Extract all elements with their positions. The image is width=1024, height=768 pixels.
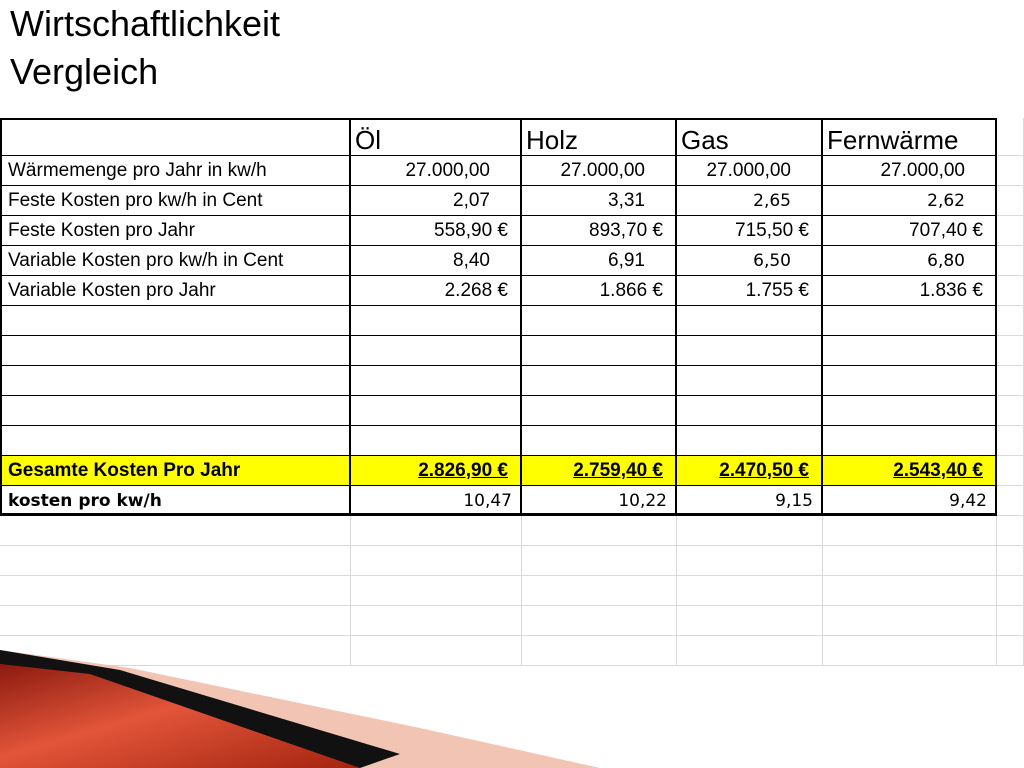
value-cell: 1.836 € [823,276,997,306]
value-cell: 893,70 € [522,216,677,246]
grid-cell [997,456,1024,486]
row-label: Feste Kosten pro kw/h in Cent [0,186,351,216]
value-cell: 1.866 € [522,276,677,306]
empty-row [0,306,1024,336]
grid-cell [997,156,1024,186]
empty-cell [522,336,677,366]
row-label: Variable Kosten pro kw/h in Cent [0,246,351,276]
value-cell: 27.000,00 [522,156,677,186]
value-cell: 27.000,00 [351,156,522,186]
header-oel: Öl [351,118,522,156]
grid-cell [677,576,823,606]
table-row [0,156,1024,186]
grid-row [0,576,1024,606]
value-cell: 715,50 € [677,216,823,246]
per-kwh-value: 9,15 [677,486,823,516]
empty-row [0,426,1024,456]
empty-cell [351,306,522,336]
grid-cell [997,576,1024,606]
value-cell: 2,07 [351,186,522,216]
empty-cell [677,306,823,336]
value-cell: 3,31 [522,186,677,216]
empty-cell [677,336,823,366]
value-cell: 2.268 € [351,276,522,306]
grid-cell [351,576,522,606]
value-cell: 707,40 € [823,216,997,246]
value-cell: 8,40 [351,246,522,276]
empty-cell [0,396,351,426]
grid-cell [997,426,1024,456]
grid-cell [823,606,997,636]
value-cell: 6,80 [823,246,997,276]
total-value-oel [351,456,522,486]
empty-cell [0,336,351,366]
grid-cell [351,516,522,546]
value-cell: 6,50 [677,246,823,276]
grid-cell [823,516,997,546]
grid-cell [997,246,1024,276]
value-cell: 27.000,00 [823,156,997,186]
cost-comparison-table [0,118,1024,666]
grid-cell [0,606,351,636]
per-kwh-label: kosten pro kw/h [0,486,351,516]
row-label: Wärmemenge pro Jahr in kw/h [0,156,351,186]
table-row [0,276,1024,306]
grid-cell [997,546,1024,576]
total-value-gas [677,456,823,486]
grid-row [0,546,1024,576]
grid-cell [0,546,351,576]
empty-row [0,366,1024,396]
title-line-1: Wirtschaftlichkeit [10,3,281,44]
grid-cell [997,118,1024,156]
per-kwh-row [0,486,1024,516]
empty-cell [823,426,997,456]
grid-cell [522,516,677,546]
empty-cell [351,426,522,456]
value-cell: 1.755 € [677,276,823,306]
empty-row [0,396,1024,426]
total-value-holz [522,456,677,486]
total-value-text: 2.543,40 € [893,460,983,481]
grid-cell [997,216,1024,246]
grid-cell [522,576,677,606]
empty-cell [522,306,677,336]
empty-cell [0,366,351,396]
grid-cell [0,576,351,606]
grid-cell [351,606,522,636]
grid-cell [522,606,677,636]
value-cell: 6,91 [522,246,677,276]
total-label: Gesamte Kosten Pro Jahr [0,456,351,486]
header-empty [0,118,351,156]
table-row [0,216,1024,246]
empty-cell [677,426,823,456]
grid-cell [823,546,997,576]
empty-row [0,336,1024,366]
grid-cell [351,546,522,576]
per-kwh-value: 9,42 [823,486,997,516]
value-cell: 2,62 [823,186,997,216]
per-kwh-value: 10,22 [522,486,677,516]
grid-cell [0,516,351,546]
decorative-swoosh [0,648,1024,768]
total-value-fernwaerme [823,456,997,486]
value-cell: 27.000,00 [677,156,823,186]
table-header-row [0,118,1024,156]
grid-cell [997,306,1024,336]
per-kwh-value: 10,47 [351,486,522,516]
grid-cell [677,516,823,546]
slide-title [10,0,280,96]
empty-cell [823,336,997,366]
empty-cell [677,396,823,426]
grid-cell [823,576,997,606]
grid-cell [677,606,823,636]
grid-cell [997,336,1024,366]
value-cell: 2,65 [677,186,823,216]
empty-cell [823,366,997,396]
grid-cell [997,276,1024,306]
total-value-text: 2.759,40 € [573,460,663,481]
empty-cell [522,366,677,396]
grid-row [0,606,1024,636]
empty-cell [351,396,522,426]
grid-cell [522,546,677,576]
table-row [0,246,1024,276]
empty-cell [522,396,677,426]
grid-cell [997,396,1024,426]
row-label: Feste Kosten pro Jahr [0,216,351,246]
header-holz: Holz [522,118,677,156]
grid-cell [997,516,1024,546]
empty-cell [351,336,522,366]
row-label: Variable Kosten pro Jahr [0,276,351,306]
grid-cell [997,366,1024,396]
empty-cell [351,366,522,396]
grid-row [0,516,1024,546]
grid-cell [997,186,1024,216]
empty-cell [0,306,351,336]
header-gas: Gas [677,118,823,156]
empty-cell [0,426,351,456]
total-row [0,456,1024,486]
total-value-text: 2.470,50 € [719,460,809,481]
table-row [0,186,1024,216]
empty-cell [522,426,677,456]
empty-cell [823,306,997,336]
empty-cell [823,396,997,426]
grid-cell [677,546,823,576]
total-value-text: 2.826,90 € [418,460,508,481]
title-line-2: Vergleich [10,51,159,92]
grid-cell [997,486,1024,516]
empty-cell [677,366,823,396]
value-cell: 558,90 € [351,216,522,246]
grid-cell [997,606,1024,636]
header-fernwaerme: Fernwärme [823,118,997,156]
